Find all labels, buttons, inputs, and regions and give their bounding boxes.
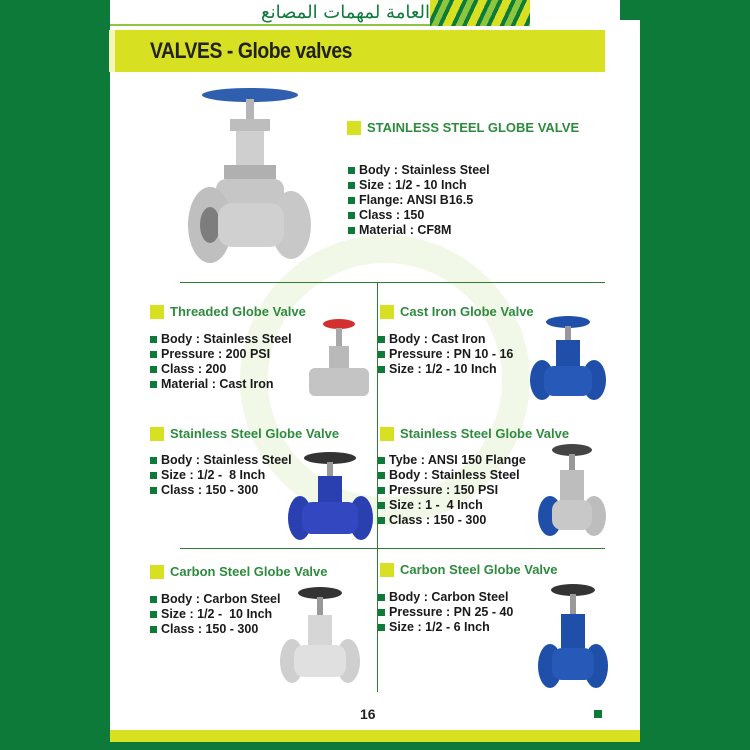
spec-item: Flange: ANSI B16.5 [348, 193, 490, 208]
spec-item: Body : Stainless Steel [348, 163, 490, 178]
bullet-icon [150, 381, 157, 388]
spec-item: Class : 150 - 300 [150, 483, 292, 498]
product-specs [150, 592, 280, 637]
product-heading: Threaded Globe Valve [150, 304, 306, 319]
divider-horizontal [180, 282, 605, 283]
bullet-icon [348, 197, 355, 204]
spec-item: Material : CF8M [348, 223, 490, 238]
bullet-icon [150, 457, 157, 464]
bullet-icon [150, 336, 157, 343]
heading-square-icon [150, 565, 164, 579]
bullet-icon [348, 212, 355, 219]
page-number: 16 [360, 706, 376, 722]
bottom-band [110, 730, 640, 742]
bullet-icon [378, 336, 385, 343]
spec-item: Size : 1/2 - 10 Inch [378, 362, 513, 377]
decorative-stripes [430, 0, 530, 26]
bullet-icon [378, 609, 385, 616]
spec-item: Pressure : PN 10 - 16 [378, 347, 513, 362]
product-specs [150, 332, 292, 392]
stainless-valve-image [288, 450, 373, 546]
product-specs [378, 590, 513, 635]
spec-item: Size : 1/2 - 10 Inch [150, 607, 280, 622]
product-specs [378, 332, 513, 377]
spec-item: Body : Stainless Steel [150, 332, 292, 347]
bullet-icon [378, 366, 385, 373]
spec-item: Class : 150 [348, 208, 490, 223]
bullet-icon [378, 472, 385, 479]
spec-item: Size : 1/2 - 8 Inch [150, 468, 292, 483]
bullet-icon [348, 167, 355, 174]
spec-item: Size : 1 - 4 Inch [378, 498, 526, 513]
spec-item: Body : Carbon Steel [378, 590, 513, 605]
spec-item: Class : 150 - 300 [378, 513, 526, 528]
bullet-icon [150, 351, 157, 358]
bullet-icon [348, 227, 355, 234]
bullet-icon [348, 182, 355, 189]
company-name-arabic: العامة لمهمات المصانع [261, 2, 430, 23]
bullet-icon [150, 472, 157, 479]
carbon-steel-valve-image [280, 585, 360, 690]
heading-square-icon [380, 427, 394, 441]
main-valve-image [188, 85, 313, 270]
bullet-icon [150, 626, 157, 633]
spec-item: Pressure : 150 PSI [378, 483, 526, 498]
heading-square-icon [150, 427, 164, 441]
bullet-icon [150, 487, 157, 494]
product-heading: Carbon Steel Globe Valve [150, 564, 328, 579]
spec-item: Body : Carbon Steel [150, 592, 280, 607]
spec-item: Class : 150 - 300 [150, 622, 280, 637]
heading-square-icon [150, 305, 164, 319]
spec-item: Pressure : 200 PSI [150, 347, 292, 362]
page-title: VALVES - Globe valves [150, 38, 353, 63]
bullet-icon [378, 624, 385, 631]
product-specs [378, 453, 526, 528]
bullet-icon [378, 594, 385, 601]
cast-iron-valve-image [530, 314, 606, 410]
bullet-icon [378, 517, 385, 524]
product-heading: Stainless Steel Globe Valve [150, 426, 339, 441]
main-product-heading-text: STAINLESS STEEL GLOBE VALVE [367, 120, 580, 135]
bullet-icon [378, 457, 385, 464]
bullet-icon [150, 596, 157, 603]
corner-square-icon [594, 710, 602, 718]
spec-item: Body : Stainless Steel [150, 453, 292, 468]
heading-square-icon [380, 305, 394, 319]
spec-item: Pressure : PN 25 - 40 [378, 605, 513, 620]
heading-square-icon [347, 121, 361, 135]
carbon-steel-blue-valve-image [538, 582, 608, 694]
product-specs [150, 453, 292, 498]
spec-item: Material : Cast Iron [150, 377, 292, 392]
bullet-icon [378, 487, 385, 494]
main-product-specs [348, 163, 490, 238]
threaded-valve-image [305, 316, 373, 404]
page-edge [620, 20, 640, 732]
spec-item: Body : Stainless Steel [378, 468, 526, 483]
divider-horizontal [180, 548, 605, 549]
bullet-icon [378, 502, 385, 509]
product-heading: Stainless Steel Globe Valve [380, 426, 569, 441]
heading-square-icon [380, 563, 394, 577]
product-heading: Cast Iron Globe Valve [380, 304, 534, 319]
spec-item: Tybe : ANSI 150 Flange [378, 453, 526, 468]
main-product-heading [347, 120, 579, 135]
bullet-icon [150, 366, 157, 373]
spec-item: Class : 200 [150, 362, 292, 377]
ansi-valve-image [538, 442, 606, 542]
bullet-icon [150, 611, 157, 618]
bullet-icon [378, 351, 385, 358]
product-heading: Carbon Steel Globe Valve [380, 562, 558, 577]
spec-item: Body : Cast Iron [378, 332, 513, 347]
spec-item: Size : 1/2 - 10 Inch [348, 178, 490, 193]
spec-item: Size : 1/2 - 6 Inch [378, 620, 513, 635]
